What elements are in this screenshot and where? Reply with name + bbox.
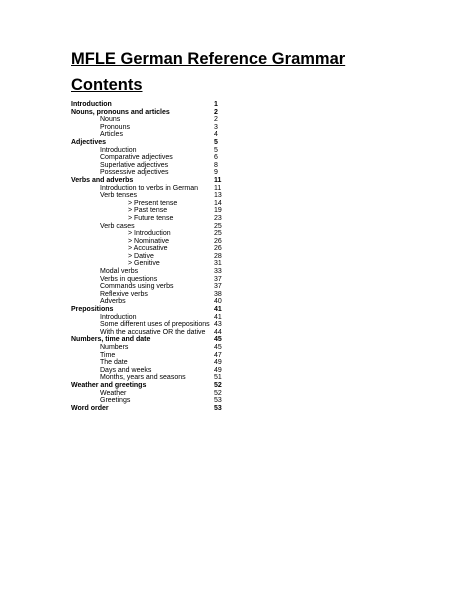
- toc-entry-label: > Future tense: [128, 214, 174, 222]
- toc-entry-label: Reflexive verbs: [100, 290, 148, 298]
- toc-subsection-entry[interactable]: [71, 268, 231, 276]
- toc-entry-page-number: 23: [214, 214, 222, 222]
- toc-subsection-entry[interactable]: [71, 154, 231, 162]
- toc-subsection-entry[interactable]: [71, 124, 231, 132]
- toc-section-entry[interactable]: [71, 139, 231, 147]
- toc-entry-page-number: 31: [214, 260, 222, 268]
- toc-subsection-entry[interactable]: [71, 192, 231, 200]
- toc-subsection-entry[interactable]: [71, 374, 231, 382]
- toc-entry-label: > Dative: [128, 252, 154, 260]
- toc-entry-page-number: 6: [214, 154, 218, 162]
- toc-entry-page-number: 43: [214, 321, 222, 329]
- toc-entry-label: Introduction to verbs in German: [100, 184, 199, 192]
- toc-subsection-entry[interactable]: [71, 329, 231, 337]
- toc-section-entry[interactable]: [71, 382, 231, 390]
- toc-entry-label: > Nominative: [128, 237, 170, 245]
- toc-subsubsection-entry[interactable]: [71, 238, 231, 246]
- toc-entry-page-number: 2: [214, 116, 218, 124]
- toc-entry-page-number: 9: [214, 169, 218, 177]
- toc-entry-page-number: 26: [214, 245, 222, 253]
- toc-entry-page-number: 5: [214, 138, 218, 146]
- toc-subsection-entry[interactable]: [71, 298, 231, 306]
- toc-subsection-entry[interactable]: [71, 367, 231, 375]
- toc-entry-label: Articles: [100, 131, 123, 139]
- toc-entry-label: Numbers, time and date: [71, 336, 151, 344]
- toc-entry-label: Pronouns: [100, 123, 130, 131]
- toc-entry-page-number: 45: [214, 344, 222, 351]
- toc-subsection-entry[interactable]: [71, 283, 231, 291]
- toc-entry-page-number: 33: [214, 268, 222, 276]
- toc-entry-label: Weather: [100, 389, 127, 397]
- toc-entry-label: Introduction: [71, 101, 112, 108]
- toc-entry-label: Verb cases: [100, 222, 135, 230]
- toc-entry-page-number: 38: [214, 290, 222, 298]
- toc-subsubsection-entry[interactable]: [71, 260, 231, 268]
- toc-entry-page-number: 26: [214, 237, 222, 245]
- toc-entry-page-number: 25: [214, 222, 222, 230]
- toc-subsection-entry[interactable]: [71, 116, 231, 124]
- toc-entry-label: Comparative adjectives: [100, 154, 173, 162]
- toc-subsection-entry[interactable]: [71, 291, 231, 299]
- toc-subsection-entry[interactable]: [71, 344, 231, 352]
- toc-entry-label: Word order: [71, 404, 109, 412]
- toc-entry-label: Verbs and adverbs: [71, 176, 134, 184]
- toc-entry-page-number: 41: [214, 306, 222, 314]
- toc-subsection-entry[interactable]: [71, 169, 231, 177]
- toc-subsection-entry[interactable]: [71, 397, 231, 405]
- toc-entry-label: Weather and greetings: [71, 381, 147, 389]
- toc-entry-label: Nouns: [100, 116, 121, 124]
- toc-subsubsection-entry[interactable]: [71, 207, 231, 215]
- toc-subsection-entry[interactable]: [71, 223, 231, 231]
- contents-heading: Contents: [71, 76, 143, 94]
- toc-section-entry[interactable]: [71, 405, 231, 413]
- toc-subsection-entry[interactable]: [71, 352, 231, 360]
- toc-section-entry[interactable]: [71, 109, 231, 117]
- toc-entry-label: Days and weeks: [100, 366, 152, 374]
- toc-entry-page-number: 37: [214, 275, 222, 283]
- toc-entry-label: Superlative adjectives: [100, 161, 169, 169]
- toc-entry-label: Months, years and seasons: [100, 374, 186, 382]
- toc-subsection-entry[interactable]: [71, 131, 231, 139]
- toc-entry-label: > Past tense: [128, 207, 168, 215]
- toc-section-entry[interactable]: [71, 336, 231, 344]
- toc-subsubsection-entry[interactable]: [71, 230, 231, 238]
- toc-entry-label: Time: [100, 351, 116, 359]
- toc-entry-page-number: 14: [214, 199, 222, 207]
- toc-entry-page-number: 49: [214, 366, 222, 374]
- toc-entry-page-number: 11: [214, 176, 222, 184]
- toc-entry-page-number: 44: [214, 328, 222, 336]
- table-of-contents: [71, 101, 231, 412]
- toc-entry-label: Commands using verbs: [100, 283, 174, 291]
- toc-entry-page-number: 47: [214, 351, 222, 359]
- toc-entry-page-number: 41: [214, 313, 222, 321]
- toc-entry-label: Introduction: [100, 313, 137, 321]
- toc-subsection-entry[interactable]: [71, 185, 231, 193]
- toc-section-entry[interactable]: [71, 177, 231, 185]
- toc-entry-label: With the accusative OR the dative: [100, 328, 206, 336]
- toc-subsection-entry[interactable]: [71, 276, 231, 284]
- toc-entry-label: Possessive adjectives: [100, 169, 169, 177]
- toc-subsection-entry[interactable]: [71, 321, 231, 329]
- toc-entry-page-number: 53: [214, 404, 222, 412]
- toc-entry-label: Greetings: [100, 397, 131, 405]
- toc-entry-page-number: 28: [214, 252, 222, 260]
- toc-entry-label: Prepositions: [71, 306, 114, 314]
- toc-entry-page-number: 11: [214, 184, 222, 192]
- toc-entry-label: Adjectives: [71, 138, 107, 146]
- toc-entry-label: The date: [100, 359, 128, 367]
- toc-section-entry[interactable]: [71, 101, 231, 109]
- toc-entry-label: Verb tenses: [100, 192, 137, 200]
- toc-entry-page-number: 40: [214, 298, 222, 306]
- toc-entry-page-number: 52: [214, 389, 222, 397]
- toc-entry-page-number: 1: [214, 101, 218, 108]
- toc-entry-label: Verbs in questions: [100, 275, 158, 283]
- toc-entry-label: Adverbs: [100, 298, 126, 306]
- toc-entry-page-number: 51: [214, 374, 222, 382]
- toc-subsubsection-entry[interactable]: [71, 215, 231, 223]
- toc-entry-label: Modal verbs: [100, 268, 139, 276]
- toc-subsubsection-entry[interactable]: [71, 200, 231, 208]
- toc-entry-page-number: 13: [214, 192, 222, 200]
- toc-entry-page-number: 8: [214, 161, 218, 169]
- toc-entry-page-number: 4: [214, 131, 218, 139]
- toc-entry-page-number: 3: [214, 123, 218, 131]
- document-title: MFLE German Reference Grammar: [71, 50, 346, 68]
- toc-entry-label: Numbers: [100, 344, 129, 351]
- toc-subsubsection-entry[interactable]: [71, 245, 231, 253]
- toc-subsection-entry[interactable]: [71, 359, 231, 367]
- toc-entry-page-number: 52: [214, 381, 222, 389]
- toc-entry-page-number: 19: [214, 207, 222, 215]
- toc-entry-label: Introduction: [100, 146, 137, 154]
- toc-entry-label: > Introduction: [128, 230, 171, 238]
- toc-entry-label: > Genitive: [128, 260, 160, 268]
- toc-entry-page-number: 25: [214, 230, 222, 238]
- toc-entry-label: Some different uses of prepositions: [100, 321, 210, 329]
- toc-entry-page-number: 45: [214, 336, 222, 344]
- toc-subsubsection-entry[interactable]: [71, 253, 231, 261]
- toc-subsection-entry[interactable]: [71, 147, 231, 155]
- toc-entry-page-number: 53: [214, 397, 222, 405]
- toc-entry-page-number: 37: [214, 283, 222, 291]
- toc-entry-label: > Accusative: [128, 245, 168, 253]
- toc-entry-label: Nouns, pronouns and articles: [71, 108, 170, 116]
- toc-subsection-entry[interactable]: [71, 390, 231, 398]
- toc-entry-label: > Present tense: [128, 199, 178, 207]
- toc-subsection-entry[interactable]: [71, 162, 231, 170]
- toc-section-entry[interactable]: [71, 306, 231, 314]
- toc-entry-page-number: 2: [214, 108, 218, 116]
- toc-entry-page-number: 5: [214, 146, 218, 154]
- toc-subsection-entry[interactable]: [71, 314, 231, 322]
- toc-entry-page-number: 49: [214, 359, 222, 367]
